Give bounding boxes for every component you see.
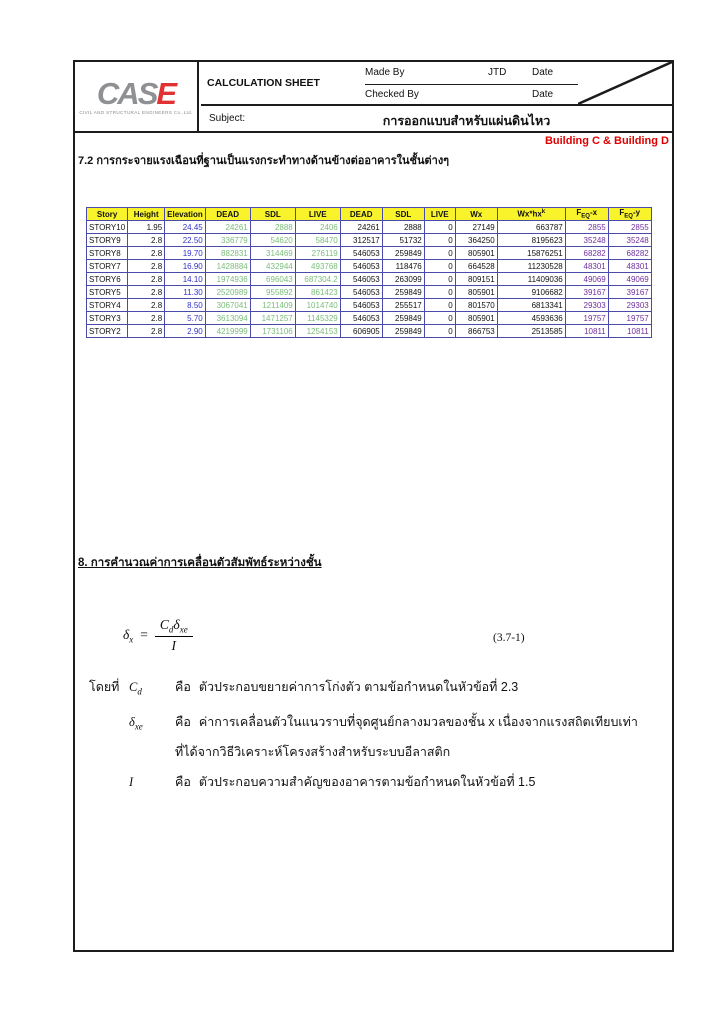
table-cell: 364250 — [455, 234, 497, 247]
definition-symbol: I — [129, 774, 134, 789]
company-logo — [75, 62, 199, 131]
definition-row — [89, 672, 652, 707]
table-cell: 11409036 — [497, 273, 565, 286]
table-cell: STORY7 — [87, 260, 128, 273]
table-cell: STORY5 — [87, 286, 128, 299]
logo-letter-e: E — [156, 75, 176, 111]
table-cell: 2520989 — [205, 286, 250, 299]
table-cell: 48301 — [608, 260, 651, 273]
table-cell: 866753 — [455, 325, 497, 338]
table-cell: STORY6 — [87, 273, 128, 286]
table-cell: 0 — [424, 299, 455, 312]
table-cell: 336779 — [205, 234, 250, 247]
table-cell: STORY2 — [87, 325, 128, 338]
table-cell: 2.8 — [128, 247, 165, 260]
table-cell: 3067041 — [205, 299, 250, 312]
table-cell: 2.8 — [128, 260, 165, 273]
table-cell: 39167 — [565, 286, 608, 299]
table-cell: 2.8 — [128, 273, 165, 286]
table-cell: STORY9 — [87, 234, 128, 247]
definition-row — [89, 707, 652, 767]
definition-row — [89, 767, 652, 797]
table-cell: 24261 — [340, 221, 382, 234]
table-cell: 4219999 — [205, 325, 250, 338]
logo-text: CASE — [96, 75, 176, 111]
table-cell: 546053 — [340, 312, 382, 325]
table-cell: 0 — [424, 312, 455, 325]
table-cell: 0 — [424, 325, 455, 338]
table-cell: 19757 — [608, 312, 651, 325]
table-cell: 24.45 — [165, 221, 206, 234]
header-divider-line — [365, 84, 578, 85]
table-row — [87, 312, 652, 325]
table-cell: 0 — [424, 273, 455, 286]
table-cell: 11.30 — [165, 286, 206, 299]
diagonal-box — [578, 62, 672, 106]
table-cell: 2.8 — [128, 325, 165, 338]
checked-by-label: Checked By — [365, 89, 419, 100]
table-cell: 1254153 — [295, 325, 340, 338]
table-cell: 8195623 — [497, 234, 565, 247]
table-cell: 276119 — [295, 247, 340, 260]
subject-row — [201, 108, 672, 131]
table-cell: 546053 — [340, 260, 382, 273]
logo-subtitle: CIVIL AND STRUCTURAL ENGINEERS Co.,Ltd. — [79, 109, 193, 115]
table-cell: 696043 — [250, 273, 295, 286]
table-cell: 259849 — [382, 312, 424, 325]
table-cell: 5.70 — [165, 312, 206, 325]
made-by-label: Made By — [365, 67, 405, 78]
table-cell: 39167 — [608, 286, 651, 299]
table-cell: 2.90 — [165, 325, 206, 338]
page-frame — [73, 60, 674, 952]
subject-value: การออกแบบสำหรับแผ่นดินไหว — [382, 114, 551, 128]
equation-fraction — [155, 617, 193, 654]
fraction-denominator: I — [171, 637, 177, 653]
table-cell: STORY4 — [87, 299, 128, 312]
table-cell: 314469 — [250, 247, 295, 260]
table-row — [87, 299, 652, 312]
table-cell: 1428884 — [205, 260, 250, 273]
table-cell: 68282 — [608, 247, 651, 260]
table-cell: 51732 — [382, 234, 424, 247]
definition-text: คือ ตัวประกอบขยายค่าการโก่งตัว ตามข้อกำหนดในหัวข้อที่ 2.3 — [175, 680, 519, 694]
definition-text: คือ ตัวประกอบความสำคัญของอาคารตามข้อกำหนดในหัวข้อที่ 1.5 — [175, 774, 536, 789]
date-label-top: Date — [532, 67, 554, 78]
column-header: Story — [87, 208, 128, 221]
drift-equation — [123, 617, 193, 654]
table-cell: 3613094 — [205, 312, 250, 325]
table-cell: 27149 — [455, 221, 497, 234]
diagonal-line — [578, 62, 672, 104]
table-cell: 2513585 — [497, 325, 565, 338]
column-header: SDL — [382, 208, 424, 221]
column-header: SDL — [250, 208, 295, 221]
table-cell: 35248 — [608, 234, 651, 247]
table-cell: 546053 — [340, 286, 382, 299]
table-cell: 0 — [424, 286, 455, 299]
column-header: Elevation — [165, 208, 206, 221]
table-cell: 10811 — [608, 325, 651, 338]
definition-symbol: $\delta_{xe}$ — [129, 714, 143, 731]
column-header: DEAD — [205, 208, 250, 221]
table-cell: 259849 — [382, 286, 424, 299]
header-block — [75, 62, 672, 133]
table-cell: 663787 — [497, 221, 565, 234]
definition-lead: โดยที่ — [89, 680, 120, 694]
table-cell: 2855 — [565, 221, 608, 234]
table-cell: 54620 — [250, 234, 295, 247]
column-header: $F_{EQ}-y$ — [608, 208, 651, 221]
section-7-2-heading: 7.2 การกระจายแรงเฉือนที่ฐานเป็นแรงกระทำทางด้านข้างต่ออาคารในชั้นต่างๆ — [78, 155, 450, 167]
table-cell: 1014740 — [295, 299, 340, 312]
table-header-row — [87, 208, 652, 221]
table-cell: 11230528 — [497, 260, 565, 273]
table-cell: 861423 — [295, 286, 340, 299]
table-cell: 1145329 — [295, 312, 340, 325]
table-cell: 493768 — [295, 260, 340, 273]
table-cell: 0 — [424, 234, 455, 247]
column-header: $F_{EQ}-x$ — [565, 208, 608, 221]
table-cell: 10811 — [565, 325, 608, 338]
table-cell: 805901 — [455, 286, 497, 299]
table-cell: 29303 — [565, 299, 608, 312]
definition-text: คือ ค่าการเคลื่อนตัวในแนวราบที่จุดศูนย์กลางมวลของชั้น x เนื่องจากแรงสถิตเทียบเท่า ที่ได้จากวิธีวิเคราะห์โครงสร้างสำหรับระบบอีลาสติก — [175, 714, 638, 759]
table-cell: 0 — [424, 221, 455, 234]
table-cell: 19.70 — [165, 247, 206, 260]
date-label-bottom: Date — [532, 89, 554, 100]
definition-symbol: $C_d$ — [129, 680, 142, 697]
table-cell: 2888 — [382, 221, 424, 234]
table-cell: 2888 — [250, 221, 295, 234]
equation-number: (3.7-1) — [493, 632, 525, 644]
table-cell: 22.50 — [165, 234, 206, 247]
table-cell: 8.50 — [165, 299, 206, 312]
table-row — [87, 234, 652, 247]
table-cell: 805901 — [455, 312, 497, 325]
header-mid-section — [201, 62, 578, 106]
equals-sign: = — [140, 627, 148, 643]
calculation-sheet-title: CALCULATION SHEET — [207, 77, 320, 89]
table-cell: 14.10 — [165, 273, 206, 286]
section-8-heading: 8. การคำนวณค่าการเคลื่อนตัวสัมพัทธ์ระหว่างชั้น — [78, 557, 322, 569]
table-cell: 68282 — [565, 247, 608, 260]
equation-lhs: $\delta_x$ — [123, 626, 134, 645]
table-cell: 6813341 — [497, 299, 565, 312]
table-cell: 2406 — [295, 221, 340, 234]
table-cell: 1.95 — [128, 221, 165, 234]
symbol-definitions — [89, 672, 652, 797]
table-row — [87, 273, 652, 286]
table-cell: 664528 — [455, 260, 497, 273]
table-cell: 29303 — [608, 299, 651, 312]
table-cell: 546053 — [340, 273, 382, 286]
table-cell: STORY10 — [87, 221, 128, 234]
table-cell: 687304.2 — [295, 273, 340, 286]
table-cell: 259849 — [382, 247, 424, 260]
table-cell: 312517 — [340, 234, 382, 247]
table-cell: 2.8 — [128, 286, 165, 299]
table-cell: 432944 — [250, 260, 295, 273]
building-note: Building C & Building D — [544, 135, 669, 147]
table-cell: 2.8 — [128, 299, 165, 312]
table-cell: STORY3 — [87, 312, 128, 325]
table-cell: 2.8 — [128, 312, 165, 325]
table-cell: 16.90 — [165, 260, 206, 273]
table-cell: 2.8 — [128, 234, 165, 247]
table-row — [87, 247, 652, 260]
subject-label: Subject: — [209, 113, 246, 124]
table-cell: 48301 — [565, 260, 608, 273]
table-cell: 882831 — [205, 247, 250, 260]
table-cell: 118476 — [382, 260, 424, 273]
column-header: Height — [128, 208, 165, 221]
table-cell: 1211409 — [250, 299, 295, 312]
table-cell: STORY8 — [87, 247, 128, 260]
table-cell: 4593636 — [497, 312, 565, 325]
column-header: $Wx*hx^k$ — [497, 208, 565, 221]
made-by-value: JTD — [488, 67, 507, 78]
table-cell: 19757 — [565, 312, 608, 325]
table-cell: 259849 — [382, 325, 424, 338]
table-row — [87, 221, 652, 234]
table-cell: 801570 — [455, 299, 497, 312]
table-cell: 1731106 — [250, 325, 295, 338]
table-cell: 809151 — [455, 273, 497, 286]
table-cell: 1974936 — [205, 273, 250, 286]
table-row — [87, 286, 652, 299]
table-cell: 955892 — [250, 286, 295, 299]
table-cell: 9106682 — [497, 286, 565, 299]
column-header: LIVE — [295, 208, 340, 221]
table-cell: 1471257 — [250, 312, 295, 325]
table-row — [87, 325, 652, 338]
table-cell: 546053 — [340, 247, 382, 260]
table-cell: 2855 — [608, 221, 651, 234]
column-header: LIVE — [424, 208, 455, 221]
story-forces-table — [86, 207, 652, 338]
fraction-numerator: $C_d\delta_{xe}$ — [155, 617, 193, 637]
table-cell: 58470 — [295, 234, 340, 247]
table-cell: 49069 — [608, 273, 651, 286]
column-header: DEAD — [340, 208, 382, 221]
table-cell: 24261 — [205, 221, 250, 234]
table-cell: 606905 — [340, 325, 382, 338]
table-cell: 263099 — [382, 273, 424, 286]
table-cell: 15876251 — [497, 247, 565, 260]
table-cell: 0 — [424, 260, 455, 273]
table-cell: 49069 — [565, 273, 608, 286]
table-cell: 0 — [424, 247, 455, 260]
table-cell: 805901 — [455, 247, 497, 260]
column-header: Wx — [455, 208, 497, 221]
table-cell: 255517 — [382, 299, 424, 312]
table-row — [87, 260, 652, 273]
table-cell: 546053 — [340, 299, 382, 312]
table-cell: 35248 — [565, 234, 608, 247]
